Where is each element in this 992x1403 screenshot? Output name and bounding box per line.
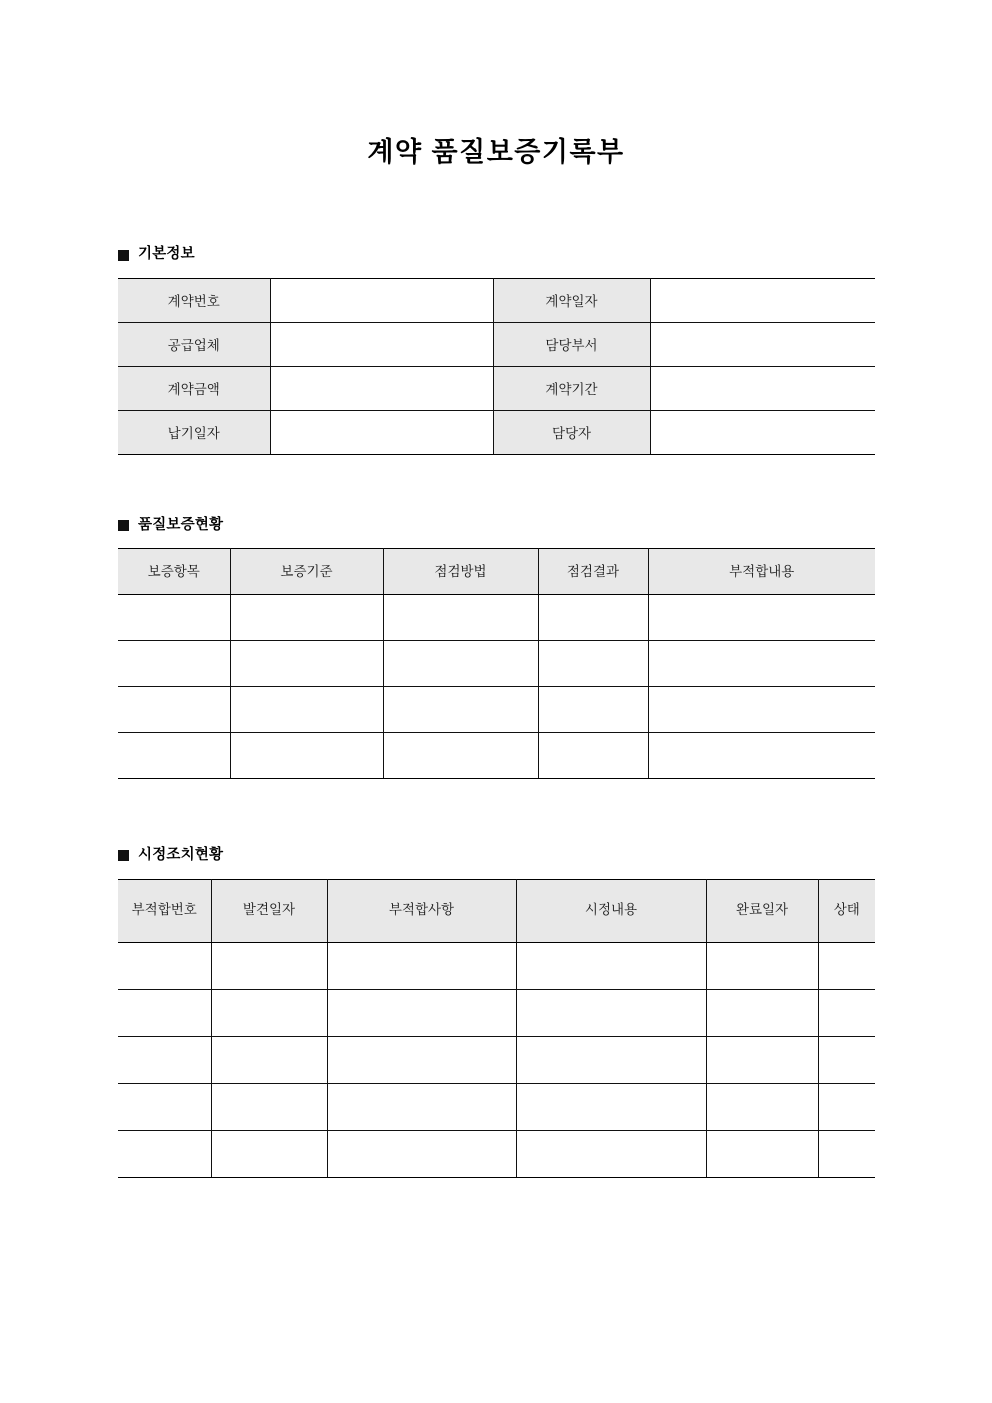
table-header-row xyxy=(118,549,875,595)
cell-completion-date[interactable] xyxy=(706,1036,818,1083)
section-heading-corrective-action-status xyxy=(118,847,874,864)
table-row xyxy=(118,641,875,687)
field-label-person-in-charge: 담당자 xyxy=(493,410,650,454)
table-row xyxy=(118,1130,875,1177)
cell-inspection-method[interactable] xyxy=(383,687,538,733)
table-row xyxy=(118,366,875,410)
cell-nonconformity-number[interactable] xyxy=(118,1083,211,1130)
cell-nonconformity-matter[interactable] xyxy=(327,942,516,989)
page-title: 계약 품질보증기록부 xyxy=(367,137,625,167)
cell-corrective-content[interactable] xyxy=(516,1130,706,1177)
table-row xyxy=(118,410,875,454)
cell-inspection-result[interactable] xyxy=(538,733,648,779)
field-value-contract-date[interactable] xyxy=(650,278,875,322)
column-header-completion-date: 완료일자 xyxy=(706,879,818,942)
table-header-row xyxy=(118,879,875,942)
table-quality-assurance-status xyxy=(118,548,875,779)
cell-discovery-date[interactable] xyxy=(211,1130,327,1177)
table-row xyxy=(118,322,875,366)
cell-completion-date[interactable] xyxy=(706,1083,818,1130)
section-heading-label: 시정조치현황 xyxy=(138,847,224,864)
cell-nonconformity-number[interactable] xyxy=(118,1130,211,1177)
cell-discovery-date[interactable] xyxy=(211,1036,327,1083)
cell-completion-date[interactable] xyxy=(706,1130,818,1177)
column-header-nonconformity-detail: 부적합내용 xyxy=(648,549,875,595)
cell-status[interactable] xyxy=(818,1036,875,1083)
table-row xyxy=(118,989,875,1036)
cell-inspection-method[interactable] xyxy=(383,733,538,779)
cell-inspection-result[interactable] xyxy=(538,687,648,733)
cell-nonconformity-detail[interactable] xyxy=(648,595,875,641)
field-label-contract-period: 계약기간 xyxy=(493,366,650,410)
cell-corrective-content[interactable] xyxy=(516,942,706,989)
section-quality-assurance-status xyxy=(0,455,992,779)
cell-completion-date[interactable] xyxy=(706,942,818,989)
cell-nonconformity-matter[interactable] xyxy=(327,1083,516,1130)
cell-inspection-method[interactable] xyxy=(383,595,538,641)
section-corrective-action-status xyxy=(0,779,992,1177)
cell-warranty-standard[interactable] xyxy=(230,687,383,733)
column-header-status: 상태 xyxy=(818,879,875,942)
cell-nonconformity-detail[interactable] xyxy=(648,687,875,733)
table-row xyxy=(118,595,875,641)
field-label-contract-number: 계약번호 xyxy=(118,278,270,322)
cell-status[interactable] xyxy=(818,1130,875,1177)
section-heading-label: 기본정보 xyxy=(138,246,195,263)
cell-corrective-content[interactable] xyxy=(516,1083,706,1130)
column-header-corrective-content: 시정내용 xyxy=(516,879,706,942)
cell-nonconformity-detail[interactable] xyxy=(648,641,875,687)
cell-nonconformity-number[interactable] xyxy=(118,1036,211,1083)
cell-status[interactable] xyxy=(818,942,875,989)
column-header-discovery-date: 발견일자 xyxy=(211,879,327,942)
column-header-nonconformity-matter: 부적합사항 xyxy=(327,879,516,942)
cell-nonconformity-matter[interactable] xyxy=(327,1036,516,1083)
field-value-contract-period[interactable] xyxy=(650,366,875,410)
table-row xyxy=(118,1083,875,1130)
bullet-square-icon xyxy=(118,520,129,531)
column-header-inspection-method: 점검방법 xyxy=(383,549,538,595)
field-label-department: 담당부서 xyxy=(493,322,650,366)
cell-nonconformity-number[interactable] xyxy=(118,942,211,989)
column-header-warranty-standard: 보증기준 xyxy=(230,549,383,595)
cell-warranty-item[interactable] xyxy=(118,595,230,641)
cell-warranty-standard[interactable] xyxy=(230,733,383,779)
cell-warranty-standard[interactable] xyxy=(230,641,383,687)
field-label-contract-amount: 계약금액 xyxy=(118,366,270,410)
cell-nonconformity-number[interactable] xyxy=(118,989,211,1036)
cell-warranty-item[interactable] xyxy=(118,641,230,687)
section-heading-label: 품질보증현황 xyxy=(138,516,224,533)
field-label-supplier: 공급업체 xyxy=(118,322,270,366)
section-basic-info xyxy=(0,168,992,454)
cell-status[interactable] xyxy=(818,1083,875,1130)
cell-nonconformity-matter[interactable] xyxy=(327,1130,516,1177)
table-row xyxy=(118,942,875,989)
cell-nonconformity-matter[interactable] xyxy=(327,989,516,1036)
section-heading-quality-assurance-status xyxy=(118,517,874,534)
bullet-square-icon xyxy=(118,850,129,861)
table-basic-info xyxy=(118,278,875,455)
table-row xyxy=(118,733,875,779)
cell-warranty-item[interactable] xyxy=(118,733,230,779)
table-row xyxy=(118,687,875,733)
cell-inspection-method[interactable] xyxy=(383,641,538,687)
field-value-supplier[interactable] xyxy=(270,322,493,366)
table-row xyxy=(118,278,875,322)
cell-discovery-date[interactable] xyxy=(211,989,327,1036)
field-value-person-in-charge[interactable] xyxy=(650,410,875,454)
cell-corrective-content[interactable] xyxy=(516,1036,706,1083)
cell-discovery-date[interactable] xyxy=(211,1083,327,1130)
cell-warranty-standard[interactable] xyxy=(230,595,383,641)
field-value-delivery-date[interactable] xyxy=(270,410,493,454)
column-header-nonconformity-number: 부적합번호 xyxy=(118,879,211,942)
cell-completion-date[interactable] xyxy=(706,989,818,1036)
table-corrective-action-status xyxy=(118,879,875,1178)
field-value-department[interactable] xyxy=(650,322,875,366)
cell-corrective-content[interactable] xyxy=(516,989,706,1036)
cell-nonconformity-detail[interactable] xyxy=(648,733,875,779)
field-value-contract-number[interactable] xyxy=(270,278,493,322)
table-row xyxy=(118,1036,875,1083)
column-header-inspection-result: 점검결과 xyxy=(538,549,648,595)
field-label-contract-date: 계약일자 xyxy=(493,278,650,322)
field-value-contract-amount[interactable] xyxy=(270,366,493,410)
cell-inspection-result[interactable] xyxy=(538,595,648,641)
cell-discovery-date[interactable] xyxy=(211,942,327,989)
column-header-warranty-item: 보증항목 xyxy=(118,549,230,595)
cell-warranty-item[interactable] xyxy=(118,687,230,733)
cell-status[interactable] xyxy=(818,989,875,1036)
section-heading-basic-info xyxy=(118,246,874,263)
bullet-square-icon xyxy=(118,250,129,261)
field-label-delivery-date: 납기일자 xyxy=(118,410,270,454)
cell-inspection-result[interactable] xyxy=(538,641,648,687)
